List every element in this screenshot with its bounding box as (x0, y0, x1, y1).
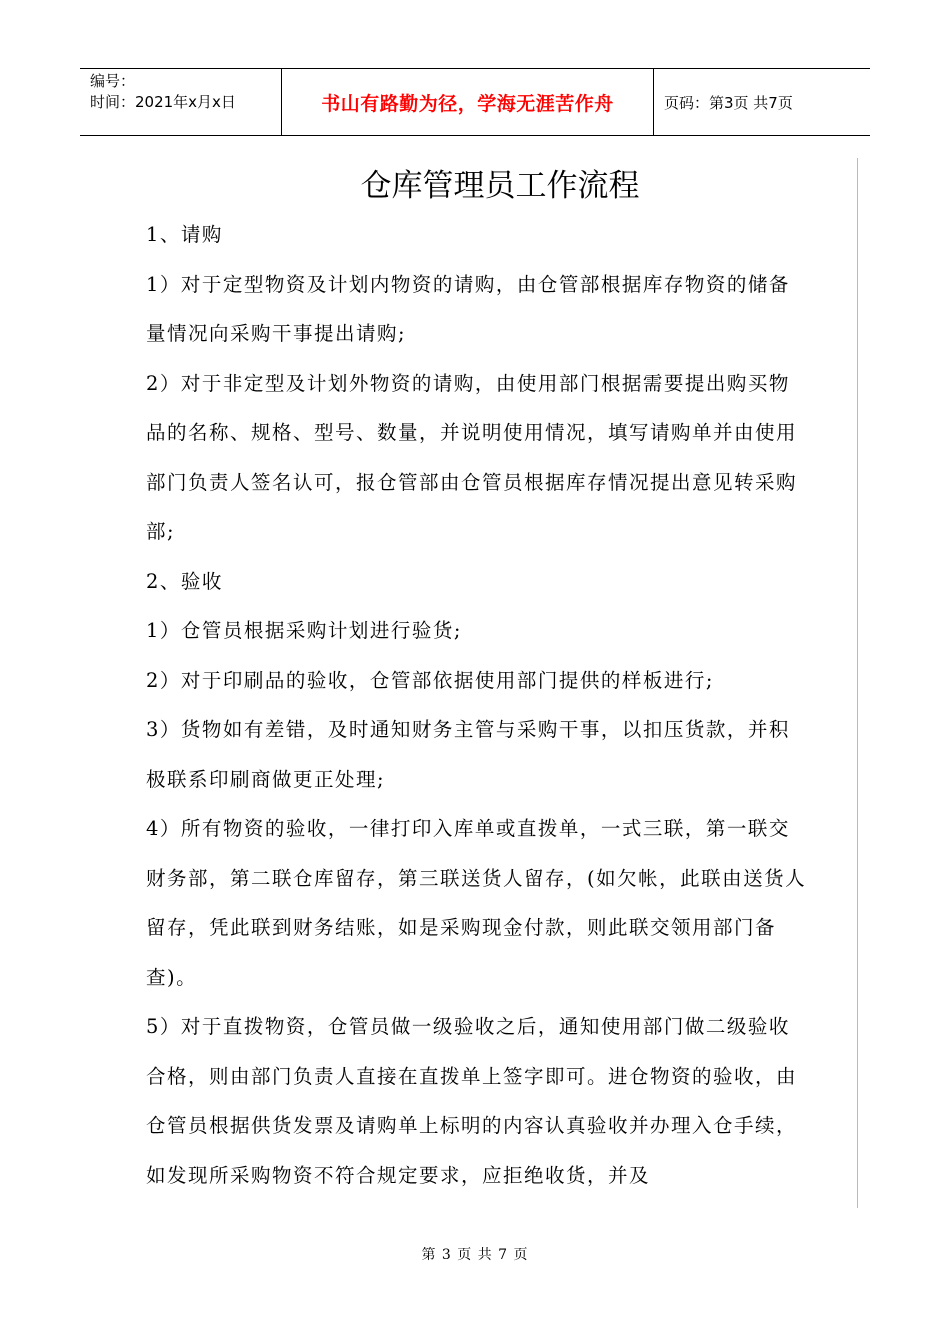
page-footer: 第 3 页 共 7 页 (421, 1247, 529, 1263)
page-header (80, 68, 870, 136)
margin-rule-line (857, 158, 858, 1208)
paragraph: 1）仓管员根据采购计划进行验货; (146, 619, 462, 642)
paragraph: 2）对于非定型及计划外物资的请购，由使用部门根据需要提出购买物品的名称、规格、型号、数量，并说明使用情况，填写请购单并由使用部门负责人签名认可，报仓管部由仓管员根据库存情况提出意见转采购部; (146, 371, 798, 543)
document-date-label: 时间：2021年x月x日 (90, 93, 236, 111)
document-number-label: 编号： (90, 72, 136, 90)
paragraph: 5）对于直拨物资，仓管员做一级验收之后，通知使用部门做二级验收合格，则由部门负责人直接在直拨单上签字即可。进仓物资的验收，由仓管员根据供货发票及请购单上标明的内容认真验收并办理入仓手续，如发现所采购物资不符合规定要求，应拒绝收货，并及 (146, 1015, 798, 1187)
paragraph: 4）所有物资的验收，一律打印入库单或直拨单，一式三联，第一联交财务部，第二联仓库留存，第三联送货人留存，(如欠帐，此联由送货人留存，凭此联到财务结账，如是采购现金付款，则此联交领用部门备查)。 (146, 817, 807, 989)
section-heading-inspection: 2、验收 (146, 569, 223, 593)
header-page-info: 页码：第3页 共7页 (664, 93, 793, 112)
header-meta-cell (80, 69, 282, 135)
paragraph: 1）对于定型物资及计划内物资的请购，由仓管部根据库存物资的储备量情况向采购干事提出请购; (146, 272, 790, 345)
paragraph: 3）货物如有差错，及时通知财务主管与采购干事，以扣压货款，并积极联系印刷商做更正处理; (146, 718, 790, 791)
document-title: 仓库管理员工作流程 (360, 168, 640, 204)
paragraph: 2）对于印刷品的验收，仓管部依据使用部门提供的样板进行; (146, 668, 714, 692)
section-heading-requisition: 1、请购 (146, 223, 223, 246)
header-motto: 书山有路勤为径，学海无涯苦作舟 (282, 69, 654, 135)
document-body (146, 210, 810, 1200)
